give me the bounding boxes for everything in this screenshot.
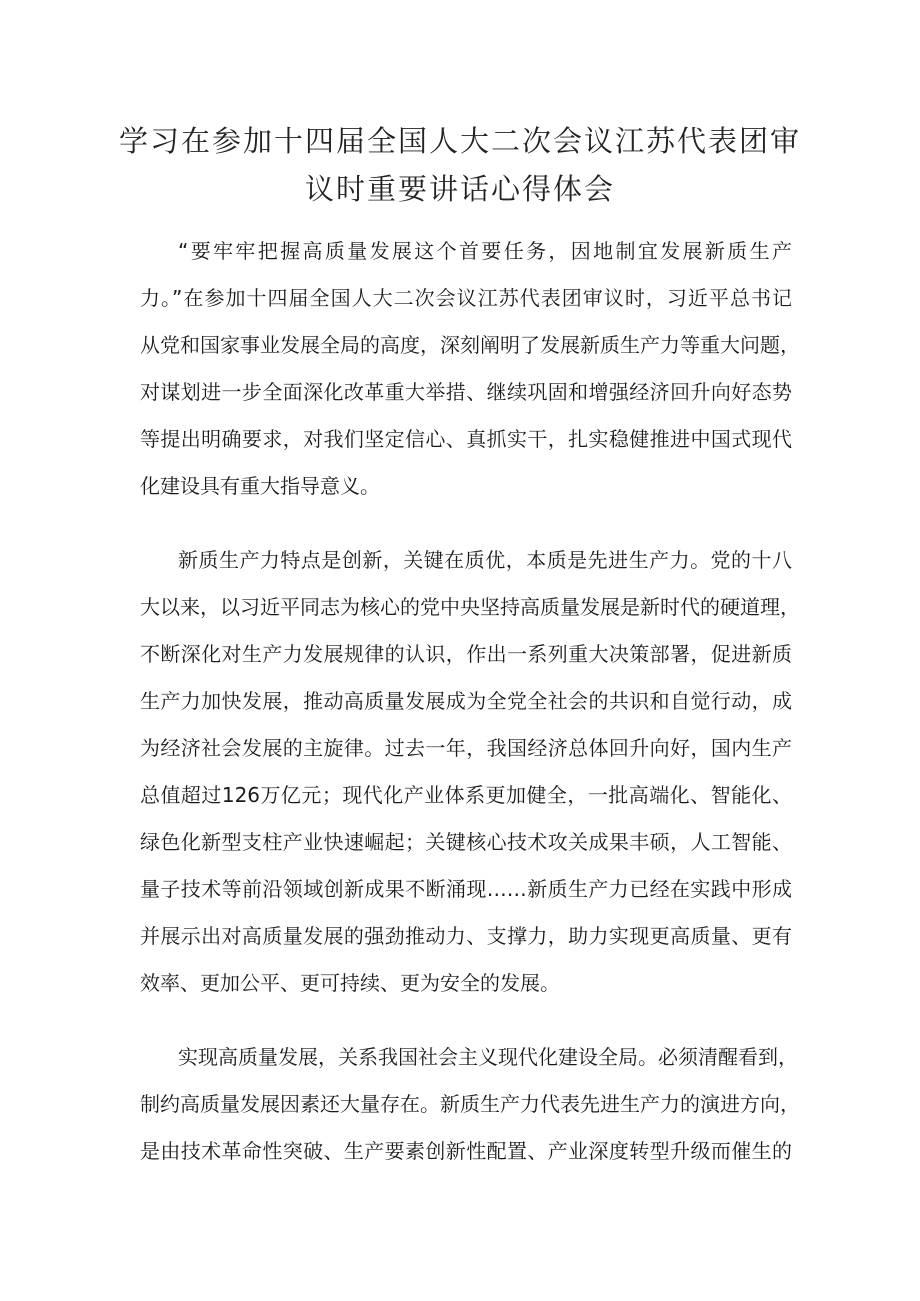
paragraph-line: 新质生产力特点是创新，关键在质优，本质是先进生产力。党的十八: [178, 548, 792, 572]
document-title-line-2: 议时重要讲话心得体会: [304, 172, 615, 206]
paragraph-line: 是由技术革命性突破、生产要素创新性配置、产业深度转型升级而催生的: [140, 1139, 792, 1163]
paragraph-line: 量子技术等前沿领域创新成果不断涌现……新质生产力已经在实践中形成: [140, 877, 792, 901]
paragraph-line: 生产力加快发展，推动高质量发展成为全党全社会的共识和自觉行动，成: [140, 689, 792, 713]
paragraph-line: 不断深化对生产力发展规律的认识，作出一系列重大决策部署，促进新质: [140, 642, 792, 666]
paragraph-line: 制约高质量发展因素还大量存在。新质生产力代表先进生产力的演进方向，: [140, 1092, 800, 1116]
paragraph-line: 等提出明确要求，对我们坚定信心、真抓实干，扎实稳健推进中国式现代: [140, 427, 792, 451]
paragraph-line: 总值超过126万亿元；现代化产业体系更加健全，一批高端化、智能化、: [140, 783, 792, 807]
paragraph-line: 大以来，以习近平同志为核心的党中央坚持高质量发展是新时代的硬道理，: [140, 595, 800, 619]
paragraph-line: 对谋划进一步全面深化改革重大举措、继续巩固和增强经济回升向好态势: [140, 380, 792, 404]
paragraph-line: 效率、更加公平、更可持续、更为安全的发展。: [140, 971, 560, 995]
paragraph-line: 并展示出对高质量发展的强劲推动力、支撑力，助力实现更高质量、更有: [140, 924, 792, 948]
paragraph-line: 实现高质量发展，关系我国社会主义现代化建设全局。必须清醒看到，: [178, 1045, 798, 1069]
paragraph-line: 力。”在参加十四届全国人大二次会议江苏代表团审议时，习近平总书记: [140, 286, 792, 310]
document-title-line-1: 学习在参加十四届全国人大二次会议江苏代表团审: [118, 124, 801, 158]
paragraph-line: 化建设具有重大指导意义。: [140, 474, 380, 498]
paragraph-line: “要牢牢把握高质量发展这个首要任务，因地制宜发展新质生产: [178, 239, 792, 263]
paragraph-line: 为经济社会发展的主旋律。过去一年，我国经济总体回升向好，国内生产: [140, 736, 792, 760]
paragraph-line: 从党和国家事业发展全局的高度，深刻阐明了发展新质生产力等重大问题，: [140, 333, 800, 357]
paragraph-line: 绿色化新型支柱产业快速崛起；关键核心技术攻关成果丰硕，人工智能、: [140, 830, 792, 854]
